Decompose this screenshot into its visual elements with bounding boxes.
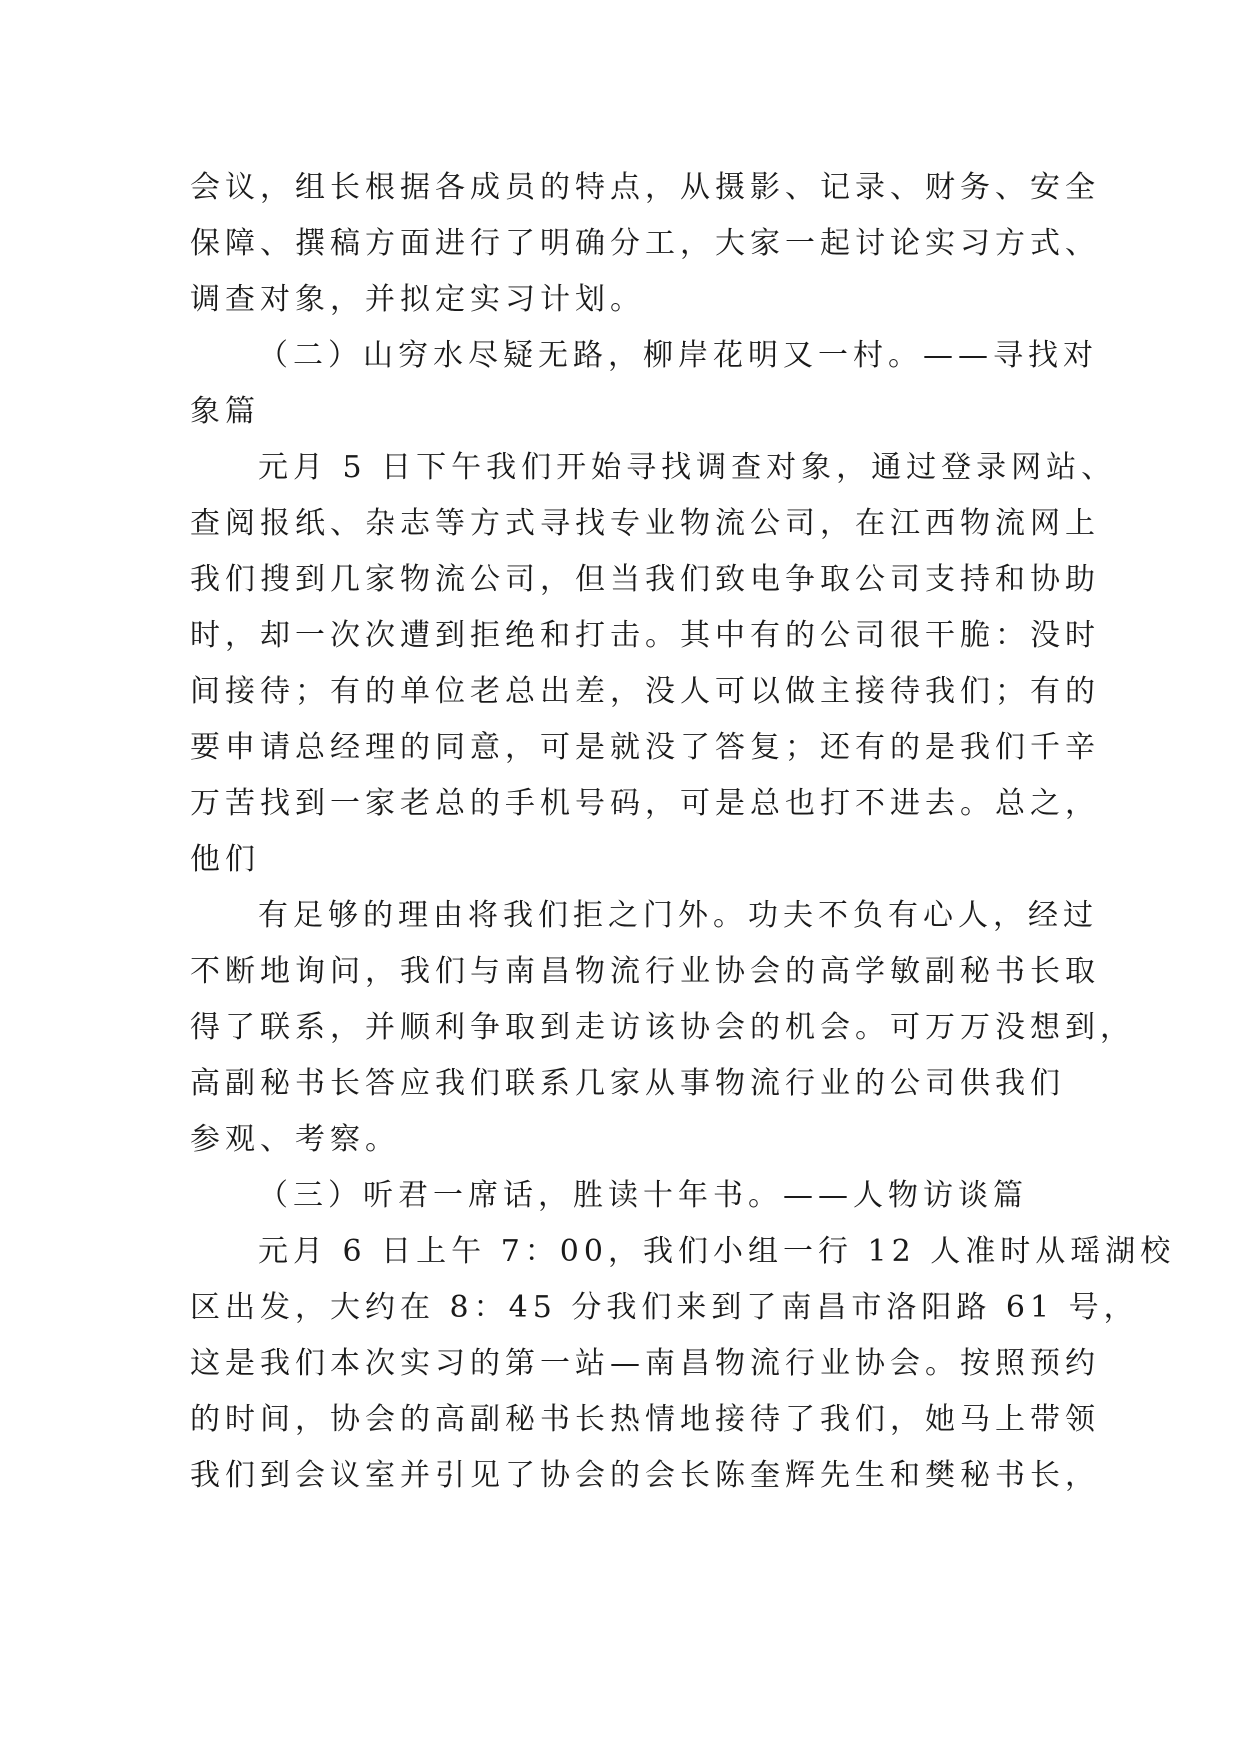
text-line: 他们: [190, 842, 260, 877]
text-line: 保障、撰稿方面进行了明确分工，大家一起讨论实习方式、: [190, 226, 1100, 261]
text-line: 会议，组长根据各成员的特点，从摄影、记录、财务、安全: [190, 170, 1100, 205]
text-line: 这是我们本次实习的第一站—南昌物流行业协会。按照预约: [190, 1346, 1100, 1381]
text-line: 参观、考察。: [190, 1122, 400, 1157]
text-line: 有足够的理由将我们拒之门外。功夫不负有心人，经过: [258, 898, 1098, 933]
text-line: 元月 6 日上午 7：00，我们小组一行 12 人准时从瑶湖校: [258, 1234, 1176, 1269]
text-line: （三）听君一席话，胜读十年书。——人物访谈篇: [258, 1178, 1028, 1213]
text-line: 区出发，大约在 8：45 分我们来到了南昌市洛阳路 61 号，: [190, 1290, 1139, 1325]
text-line: （二）山穷水尽疑无路，柳岸花明又一村。——寻找对: [258, 338, 1098, 373]
text-line: 高副秘书长答应我们联系几家从事物流行业的公司供我们: [190, 1066, 1065, 1101]
text-line: 的时间，协会的高副秘书长热情地接待了我们，她马上带领: [190, 1402, 1100, 1437]
text-line: 要申请总经理的同意，可是就没了答复；还有的是我们千辛: [190, 730, 1100, 765]
text-line: 不断地询问，我们与南昌物流行业协会的高学敏副秘书长取: [190, 954, 1100, 989]
text-line: 万苦找到一家老总的手机号码，可是总也打不进去。总之，: [190, 786, 1100, 821]
text-line: 间接待；有的单位老总出差，没人可以做主接待我们；有的: [190, 674, 1100, 709]
text-line: 我们搜到几家物流公司，但当我们致电争取公司支持和协助: [190, 562, 1100, 597]
document-body: [190, 160, 1176, 1504]
text-line: 时，却一次次遭到拒绝和打击。其中有的公司很干脆：没时: [190, 618, 1100, 653]
text-line: 象篇: [190, 394, 260, 429]
text-line: 调查对象，并拟定实习计划。: [190, 282, 645, 317]
text-line: 得了联系，并顺利争取到走访该协会的机会。可万万没想到，: [190, 1010, 1135, 1045]
text-line: 元月 5 日下午我们开始寻找调查对象，通过登录网站、: [258, 450, 1117, 485]
text-line: 我们到会议室并引见了协会的会长陈奎辉先生和樊秘书长，: [190, 1458, 1100, 1493]
text-line: 查阅报纸、杂志等方式寻找专业物流公司，在江西物流网上: [190, 506, 1100, 541]
